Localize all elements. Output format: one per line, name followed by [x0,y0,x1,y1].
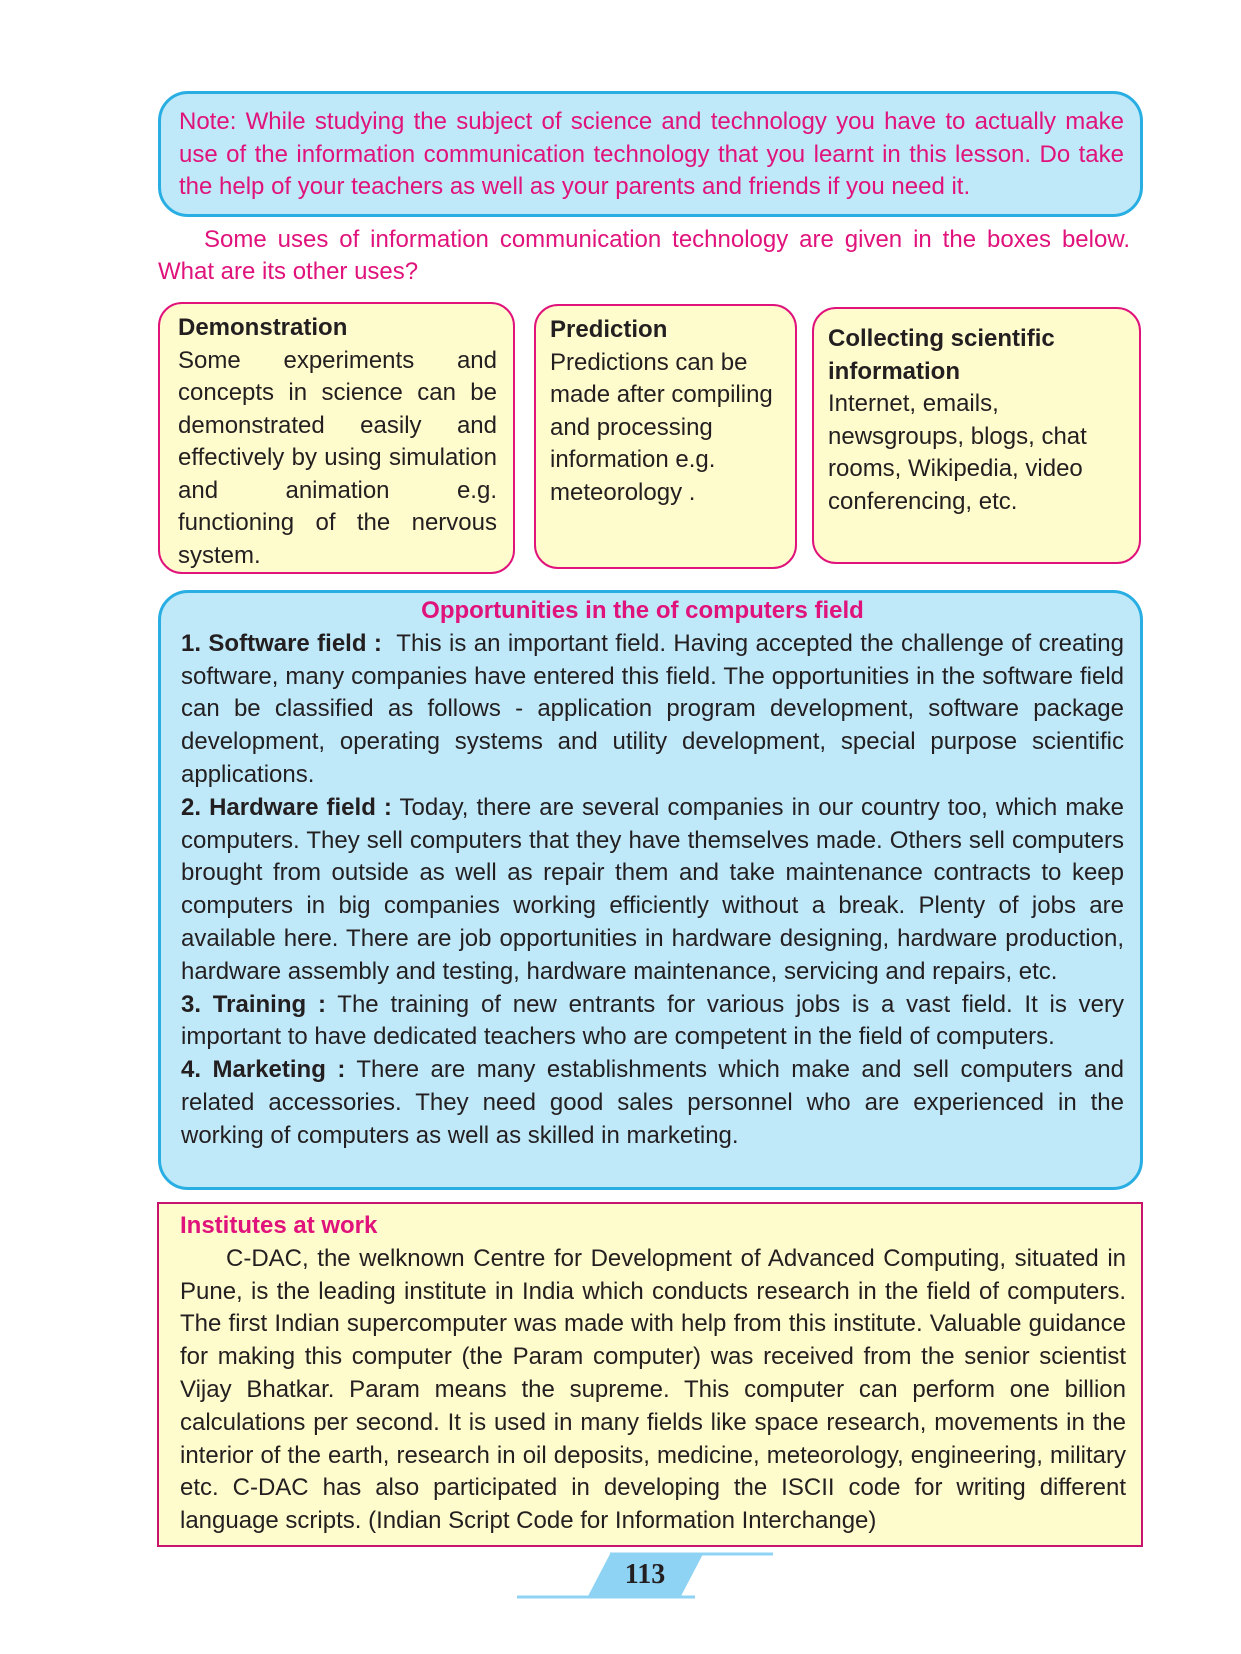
opportunity-text: The training of new entrants for various jobs is a vast field. It is very important to have dedicated teachers who are competent in the field of computers. [181,990,1125,1051]
use-box-text: Some experiments and concepts in science can be demonstrated easily and effectively by using simulation and animation e.g. functioning of the nervous system. [178,346,497,569]
opportunity-label: 3. Training : [181,990,326,1018]
use-box-prediction [534,304,797,569]
opportunity-item [181,628,1124,792]
opportunities-title: Opportunities in the of computers field [421,597,864,624]
opportunity-item [181,792,1124,989]
opportunity-text: Today, there are several companies in our country too, which make computers. They sell computers that they have themselves made. Others sell computers brought from outside as well as repair them and take maintenance contracts to keep computers in big companies working efficiently without a break. Plenty of jobs are available here. There are job opportunities in hardware designing, hardware production, hardware assembly and testing, hardware maintenance, servicing and repairs, etc. [181,793,1125,985]
opportunity-item [181,1054,1124,1152]
use-box-title: Prediction [550,316,668,343]
institutes-text: C-DAC, the welknown Centre for Development of Advanced Computing, situated in Pune, is the leading institute in India which conducts research in the field of computers. The first Indian supercomputer was made with help from this institute. Valuable guidance for making this computer (the Param computer) was received from the senior scientist Vijay Bhatkar. Param means the supreme. This computer can perform one billion calculations per second. It is used in many fields like space research, movements in the interior of the earth, research in oil deposits, medicine, meteorology, engineering, military etc. C-DAC has also participated in developing the ISCII code for writing different language scripts. (Indian Script Code for Information Interchange) [180,1244,1126,1535]
institutes-box [157,1202,1143,1547]
opportunity-text: This is an important field. Having accepted the challenge of creating software, many companies have entered this field. The opportunities in the software field can be classified as follows - application program development, software package development, operating systems and utility development, special purpose scientific applications. [181,629,1125,788]
note-box [158,91,1143,217]
opportunity-text: There are many establishments which make and sell computers and related accessories. They need good sales personnel who are experienced in the working of computers as well as skilled in marketing. [181,1056,1124,1149]
use-box-collecting-information [812,307,1141,564]
opportunity-label: 4. Marketing : [181,1056,346,1084]
opportunities-box [158,590,1143,1190]
use-box-title: Collecting scientific information [828,325,1055,385]
page-number-tab [515,1551,775,1601]
use-box-text: Internet, emails, newsgroups, blogs, chat rooms, Wikipedia, video conferencing, etc. [828,390,1087,515]
note-text: Note: While studying the subject of science and technology you have to actually make use of the information communication technology that you learnt in this lesson. Do take the help of your teachers as well as your parents and friends if you need it. [179,108,1124,200]
intro-paragraph [158,224,1130,288]
opportunity-label: 2. Hardware field : [181,793,392,821]
use-box-demonstration [158,302,515,574]
opportunity-item [181,989,1124,1055]
institutes-paragraph [180,1243,1126,1538]
institutes-title: Institutes at work [180,1212,378,1239]
use-box-text: Predictions can be made after compiling and processing information e.g. meteorology . [550,348,773,506]
opportunity-label: 1. Software field : [181,629,382,657]
page-number: 113 [624,1559,666,1590]
use-box-title: Demonstration [178,314,348,341]
intro-text: Some uses of information communication technology are given in the boxes below. What are its other uses? [158,226,1130,285]
